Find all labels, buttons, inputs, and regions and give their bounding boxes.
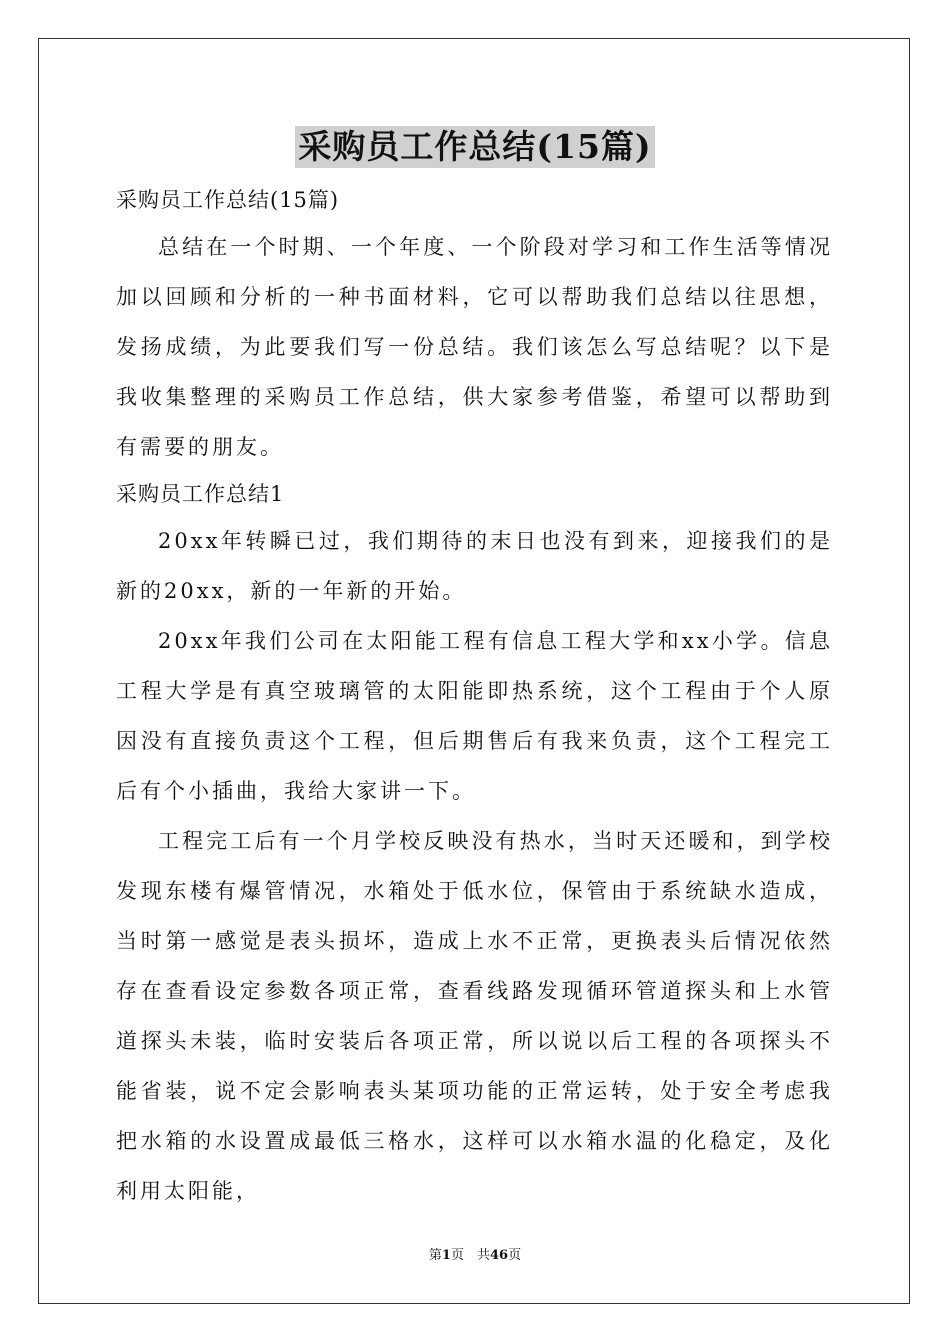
- page-label-suffix: 页: [508, 1248, 522, 1263]
- intro-paragraph: 总结在一个时期、一个年度、一个阶段对学习和工作生活等情况加以回顾和分析的一种书面材料，它可以帮助我们总结以往思想，发扬成绩，为此要我们写一份总结。我们该怎么写总结呢？以下是我收集整理的采购员工作总结，供大家参考借鉴，希望可以帮助到有需要的朋友。: [116, 235, 833, 459]
- document-body: [116, 178, 833, 1216]
- document-title: 采购员工作总结(15篇): [295, 126, 654, 168]
- section-heading: 采购员工作总结1: [116, 482, 285, 506]
- current-page-number: 1: [441, 1248, 451, 1263]
- body-paragraph-1: 20xx年转瞬已过，我们期待的末日也没有到来，迎接我们的是新的20xx，新的一年新的开始。: [116, 529, 833, 603]
- title-area: [0, 126, 950, 168]
- page-label-prefix: 第: [428, 1248, 442, 1263]
- body-paragraph-2: 20xx年我们公司在太阳能工程有信息工程大学和xx小学。信息工程大学是有真空玻璃管的太阳能即热系统，这个工程由于个人原因没有直接负责这个工程，但后期售后有我来负责，这个工程完工后有个小插曲，我给大家讲一下。: [116, 629, 833, 803]
- document-subtitle: 采购员工作总结(15篇): [116, 188, 340, 212]
- body-paragraph-3: 工程完工后有一个月学校反映没有热水，当时天还暖和，到学校发现东楼有爆管情况，水箱处于低水位，保管由于系统缺水造成，当时第一感觉是表头损坏，造成上水不正常，更换表头后情况依然存在查看设定参数各项正常，查看线路发现循环管道探头和上水管道探头未装，临时安装后各项正常，所以说以后工程的各项探头不能省装，说不定会影响表头某项功能的正常运转，处于安全考虑我把水箱的水设置成最低三格水，这样可以水箱水温的化稳定，及化利用太阳能，: [116, 829, 833, 1203]
- total-pages-number: 46: [489, 1248, 509, 1263]
- page-label-mid: 页 共: [450, 1248, 490, 1263]
- page-footer: [0, 1246, 950, 1266]
